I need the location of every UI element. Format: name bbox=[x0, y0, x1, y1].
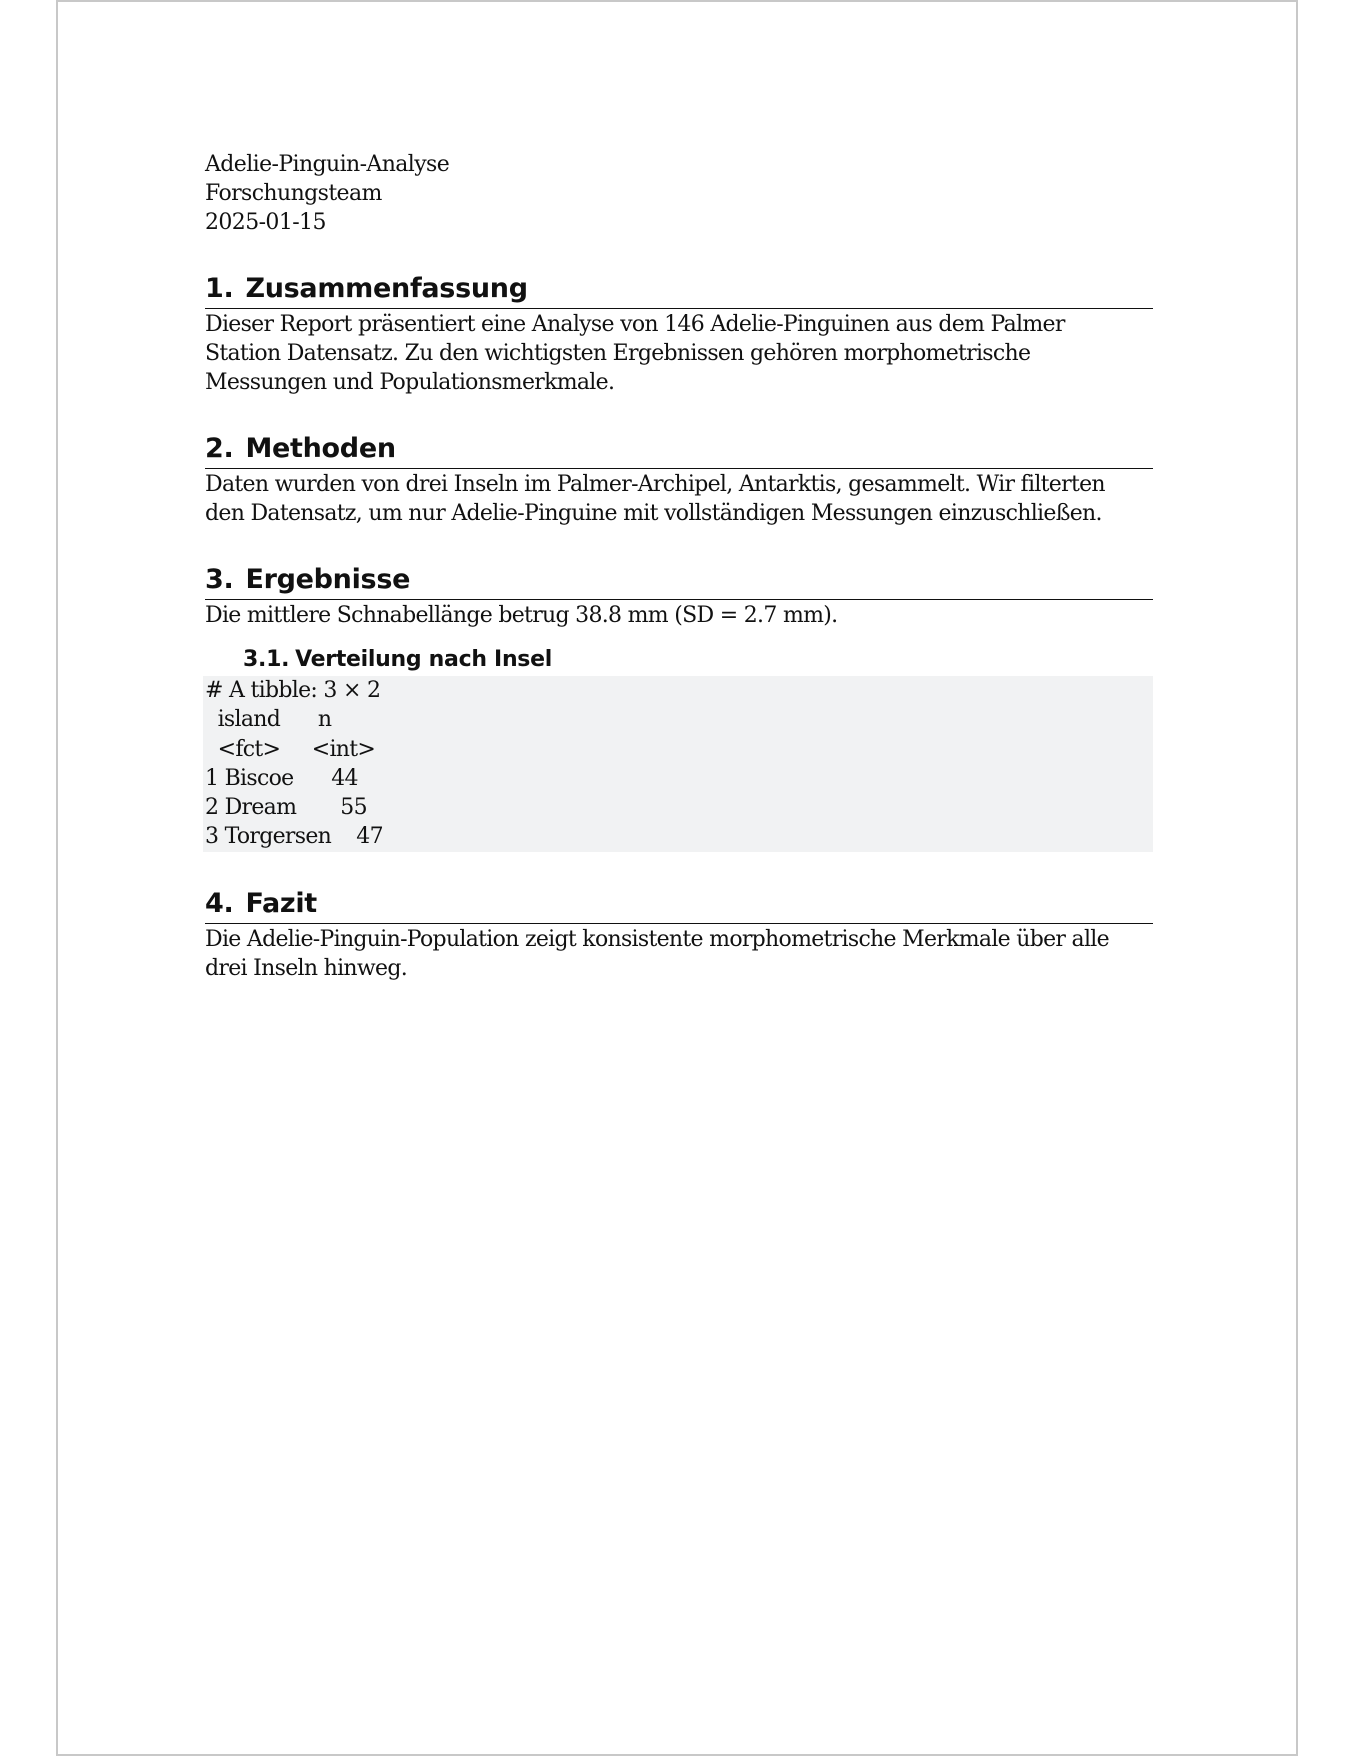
section-fazit bbox=[205, 885, 1153, 983]
section-title: Methoden bbox=[245, 433, 396, 464]
section-paragraph bbox=[205, 601, 1153, 630]
document-author: Forschungsteam bbox=[205, 181, 382, 206]
section-paragraph bbox=[205, 310, 1153, 397]
paragraph-line: drei Inseln hinweg. bbox=[205, 955, 408, 981]
code-output-block bbox=[203, 676, 1153, 852]
subsection-number: 3.1. bbox=[243, 647, 290, 672]
section-methoden bbox=[205, 430, 1153, 528]
section-heading bbox=[205, 430, 1153, 469]
document-page bbox=[56, 0, 1298, 1756]
document-content bbox=[205, 150, 1153, 983]
section-ergebnisse bbox=[205, 561, 1153, 852]
section-paragraph bbox=[205, 925, 1153, 983]
code-line: 1 Biscoe 44 bbox=[205, 765, 358, 791]
paragraph-line: Messungen und Populationsmerkmale. bbox=[205, 370, 615, 395]
section-zusammenfassung bbox=[205, 270, 1153, 397]
section-heading bbox=[205, 270, 1153, 309]
code-line: island n bbox=[205, 707, 332, 733]
section-heading bbox=[205, 885, 1153, 924]
paragraph-line: Station Datensatz. Zu den wichtigsten Ergebnissen gehören morphometrische bbox=[205, 341, 1031, 366]
paragraph-line: Die Adelie-Pinguin-Population zeigt konsistente morphometrische Merkmale über alle bbox=[205, 926, 1109, 952]
code-line: <fct> <int> bbox=[205, 736, 376, 762]
document-title: Adelie-Pinguin-Analyse bbox=[205, 152, 450, 177]
section-number: 3. bbox=[205, 564, 234, 595]
section-number: 4. bbox=[205, 887, 234, 919]
section-paragraph bbox=[205, 470, 1153, 528]
section-title: Fazit bbox=[245, 887, 317, 919]
section-title: Ergebnisse bbox=[245, 564, 411, 595]
code-line: 3 Torgersen 47 bbox=[205, 824, 383, 850]
section-heading bbox=[205, 561, 1153, 600]
document-meta bbox=[205, 150, 1153, 237]
section-number: 1. bbox=[205, 273, 234, 304]
paragraph-line: Daten wurden von drei Inseln im Palmer-Archipel, Antarktis, gesammelt. Wir filterten bbox=[205, 472, 1105, 497]
section-title: Zusammenfassung bbox=[245, 273, 528, 304]
paragraph-line: Die mittlere Schnabellänge betrug 38.8 mm (SD = 2.7 mm). bbox=[205, 603, 838, 628]
subsection-heading bbox=[243, 644, 1153, 676]
subsection-title: Verteilung nach Insel bbox=[295, 647, 552, 672]
paragraph-line: Dieser Report präsentiert eine Analyse von 146 Adelie-Pinguinen aus dem Palmer bbox=[205, 312, 1065, 337]
document-date: 2025-01-15 bbox=[205, 210, 326, 235]
paragraph-line: den Datensatz, um nur Adelie-Pinguine mit vollständigen Messungen einzuschließen. bbox=[205, 501, 1102, 526]
section-number: 2. bbox=[205, 433, 234, 464]
code-line: # A tibble: 3 × 2 bbox=[205, 678, 381, 703]
code-line: 2 Dream 55 bbox=[205, 795, 367, 821]
